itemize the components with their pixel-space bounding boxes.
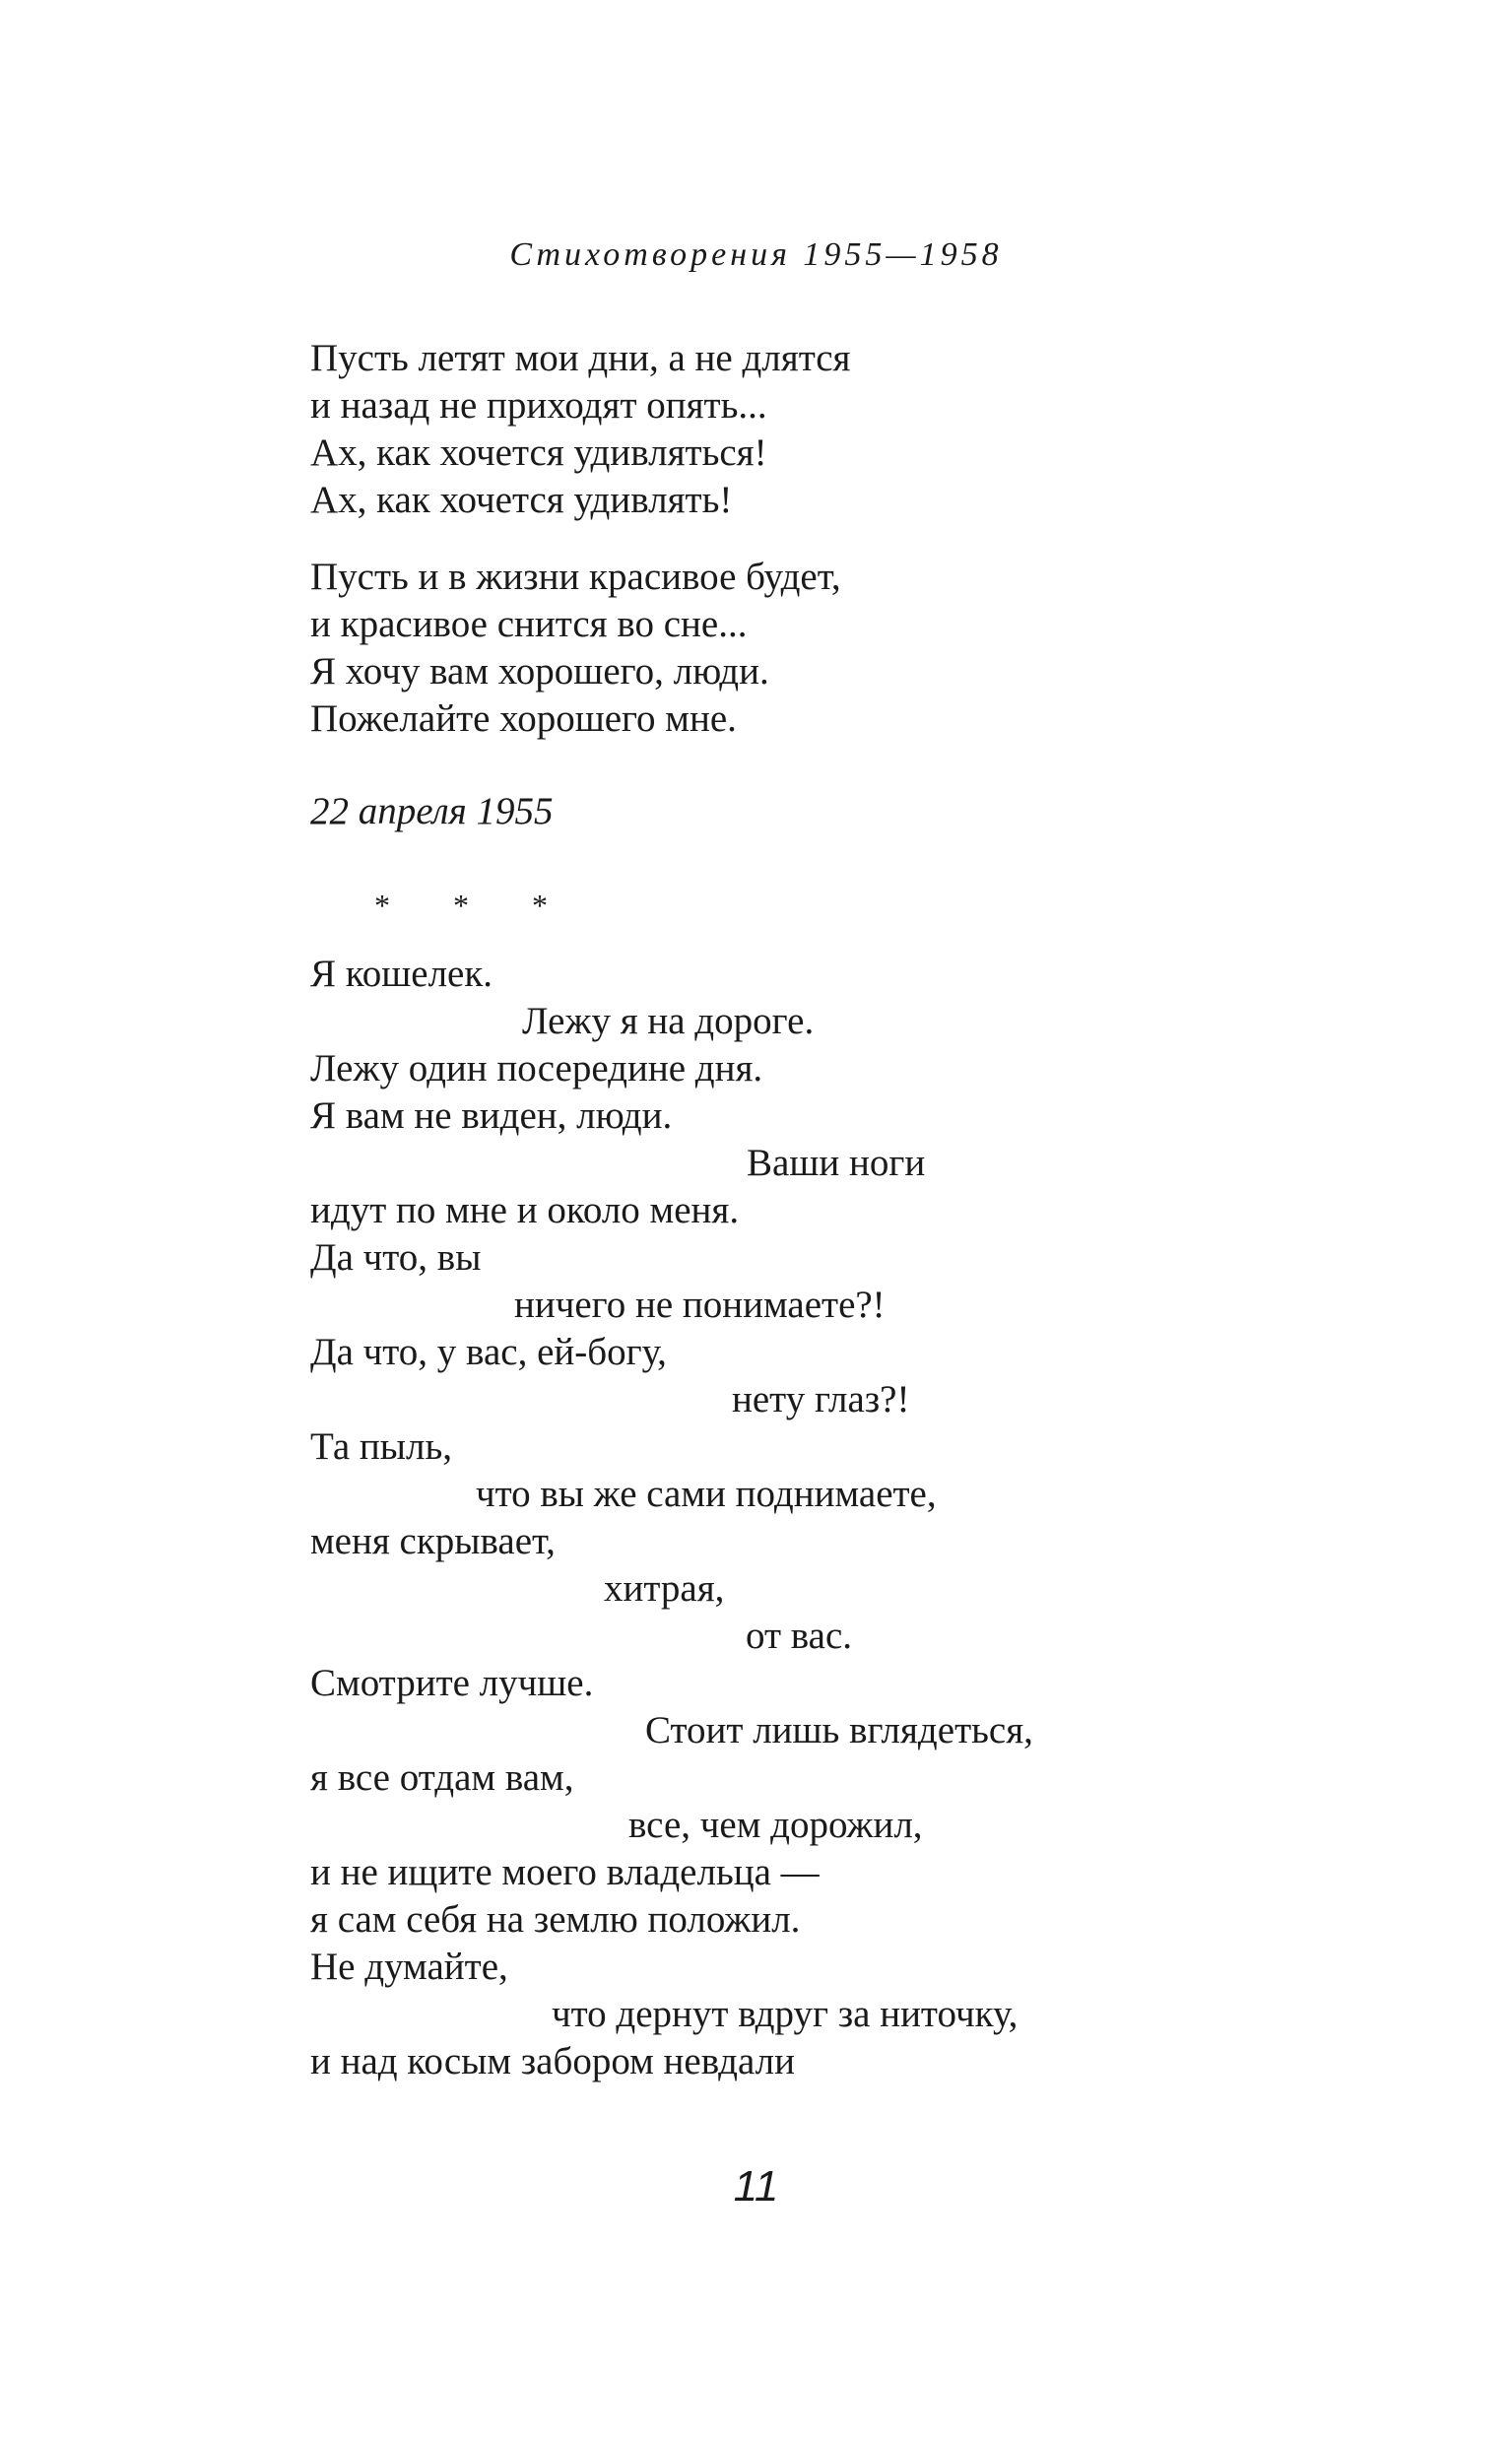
poem-line: и над косым забором невдали [310, 2040, 795, 2082]
poem-line: меня скрывает, [310, 1520, 556, 1562]
page-number: 11 [733, 2162, 779, 2211]
poem-line: Я вам не виден, люди. [310, 1094, 673, 1137]
poem-line: что вы же сами поднимаете, [476, 1473, 937, 1515]
poem-2 [310, 951, 1197, 2085]
poem-line: идут по мне и около меня. [310, 1189, 740, 1231]
poem-line: я все отдам вам, [310, 1756, 574, 1799]
stanza-2 [310, 554, 1197, 743]
poem-line: я сам себя на землю положил. [310, 1898, 801, 1941]
poem-line: Пожелайте хорошего мне. [310, 697, 737, 740]
poem-line: и красивое снится во сне... [310, 603, 748, 645]
poem-line: и не ищите моего владельца — [310, 1851, 820, 1893]
poem-line: хитрая, [604, 1567, 725, 1610]
running-head: Стихотворения 1955—1958 [509, 236, 1003, 273]
poem-line: Ах, как хочется удивлять! [310, 479, 733, 521]
poem-date: 22 апреля 1955 [310, 790, 554, 832]
poem-line: Смотрите лучше. [310, 1662, 594, 1704]
poem-1 [310, 335, 1197, 772]
poem-line: Я кошелек. [310, 953, 493, 995]
poem-line: Лежу я на дороге. [522, 1000, 815, 1042]
poem-line: и назад не приходят опять... [310, 384, 767, 427]
poem-line: Да что, у вас, ей-богу, [310, 1331, 667, 1373]
poem-line: Пусть и в жизни красивое будет, [310, 556, 841, 598]
poem-line: нету глаз?! [732, 1378, 910, 1420]
poem-line: Ваши ноги [747, 1142, 926, 1184]
poem-line: Лежу один посередине дня. [310, 1047, 763, 1089]
poem-line: Стоит лишь вглядеться, [645, 1709, 1033, 1751]
poem-line: все, чем дорожил, [628, 1804, 923, 1846]
poem-line: что дернут вдруг за ниточку, [552, 1993, 1019, 2035]
poem-line: Не думайте, [310, 1946, 508, 1988]
poem-line: Я хочу вам хорошего, люди. [310, 650, 769, 693]
poem-line: Да что, вы [310, 1236, 482, 1279]
poem-line: ничего не понимаете?! [514, 1284, 886, 1326]
poem-line: Ах, как хочется удивляться! [310, 431, 767, 474]
poem-line: Пусть летят мои дни, а не длятся [310, 337, 851, 379]
poem-line: от вас. [746, 1615, 853, 1657]
poem-line: Та пыль, [310, 1425, 452, 1468]
stanza-1 [310, 335, 1197, 524]
asterism-separator: * * * [374, 888, 575, 923]
